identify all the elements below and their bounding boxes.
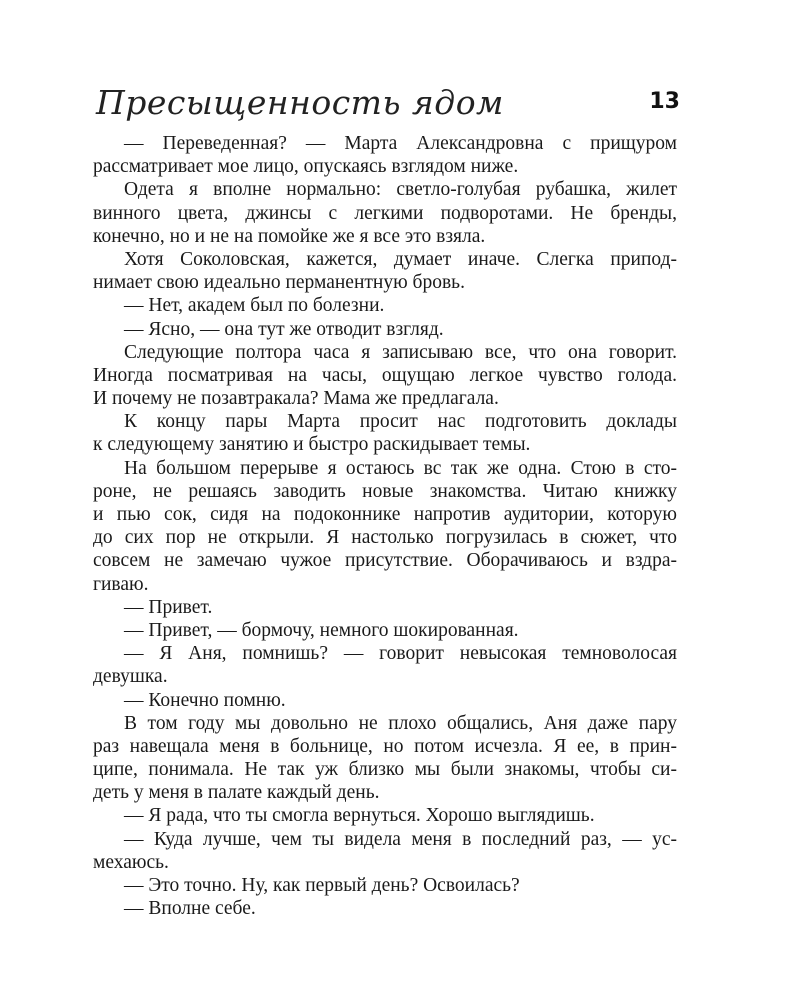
- text-line: И почему не позавтракала? Мама же предлагала.: [93, 388, 499, 410]
- text-line: деть у меня в палате каждый день.: [93, 782, 380, 804]
- text-line: — Ясно, — она тут же отводит взгляд.: [124, 318, 444, 340]
- text-line: — Куда лучше, чем ты видела меня в последний раз, — ус-: [124, 828, 677, 850]
- book-title: Пресыщенность ядом: [96, 83, 504, 122]
- text-line: Одета я вполне нормально: светло-голубая рубашка, жилет: [124, 179, 677, 201]
- text-line: гиваю.: [93, 573, 149, 595]
- text-line: нимает свою идеально перманентную бровь.: [93, 272, 465, 294]
- text-line: — Привет, — бормочу, немного шокированная.: [124, 619, 519, 641]
- text-line: — Привет.: [124, 596, 213, 618]
- text-line: Следующие полтора часа я записываю все, что она говорит.: [124, 341, 677, 363]
- text-line: К концу пары Марта просит нас подготовить доклады: [124, 411, 677, 433]
- text-line: Иногда посматривая на часы, ощущаю легкое чувство голода.: [93, 364, 677, 386]
- body-text: [93, 132, 677, 920]
- text-line: — Я Аня, помнишь? — говорит невысокая темноволосая: [124, 643, 677, 665]
- text-line: конечно, но и не на помойке же я все это взяла.: [93, 225, 486, 247]
- running-head: [96, 80, 680, 126]
- text-line: — Конечно помню.: [124, 689, 286, 711]
- text-line: и пью сок, сидя на подоконнике напротив аудитории, которую: [93, 504, 677, 525]
- text-line: девушка.: [93, 666, 168, 688]
- text-line: винного цвета, джинсы с легкими подворотами. Не бренды,: [93, 202, 677, 224]
- text-line: Хотя Соколовская, кажется, думает иначе. Слегка припод-: [124, 248, 677, 270]
- text-line: На большом перерыве я остаюсь вс так же одна. Стою в сто-: [124, 457, 677, 479]
- page-number: 13: [649, 89, 680, 114]
- text-line: раз навещала меня в больнице, но потом исчезла. Я ее, в прин-: [93, 735, 677, 757]
- text-line: — Это точно. Ну, как первый день? Освоилась?: [124, 875, 520, 896]
- text-line: совсем не замечаю чужое присутствие. Оборачиваюсь и вздра-: [93, 550, 677, 572]
- text-line: — Нет, академ был по болезни.: [124, 295, 385, 317]
- text-line: — Я рада, что ты смогла вернуться. Хорошо выглядишь.: [124, 805, 595, 827]
- text-line: роне, не решаясь заводить новые знакомства. Читаю книжку: [93, 480, 677, 502]
- text-line: до сих пор не открыли. Я настолько погрузилась в сюжет, что: [93, 527, 677, 549]
- text-line: ципе, понимала. Не так уж близко мы были знакомы, чтобы си-: [93, 759, 677, 781]
- text-line: рассматривает мое лицо, опускаясь взглядом ниже.: [93, 156, 519, 178]
- text-line: В том году мы довольно не плохо общались, Аня даже пару: [124, 712, 677, 734]
- text-line: — Вполне себе.: [124, 898, 256, 920]
- text-line: к следующему занятию и быстро раскидывает темы.: [93, 434, 531, 456]
- text-line: мехаюсь.: [93, 851, 169, 873]
- text-line: — Переведенная? — Марта Александровна с прищуром: [124, 133, 677, 154]
